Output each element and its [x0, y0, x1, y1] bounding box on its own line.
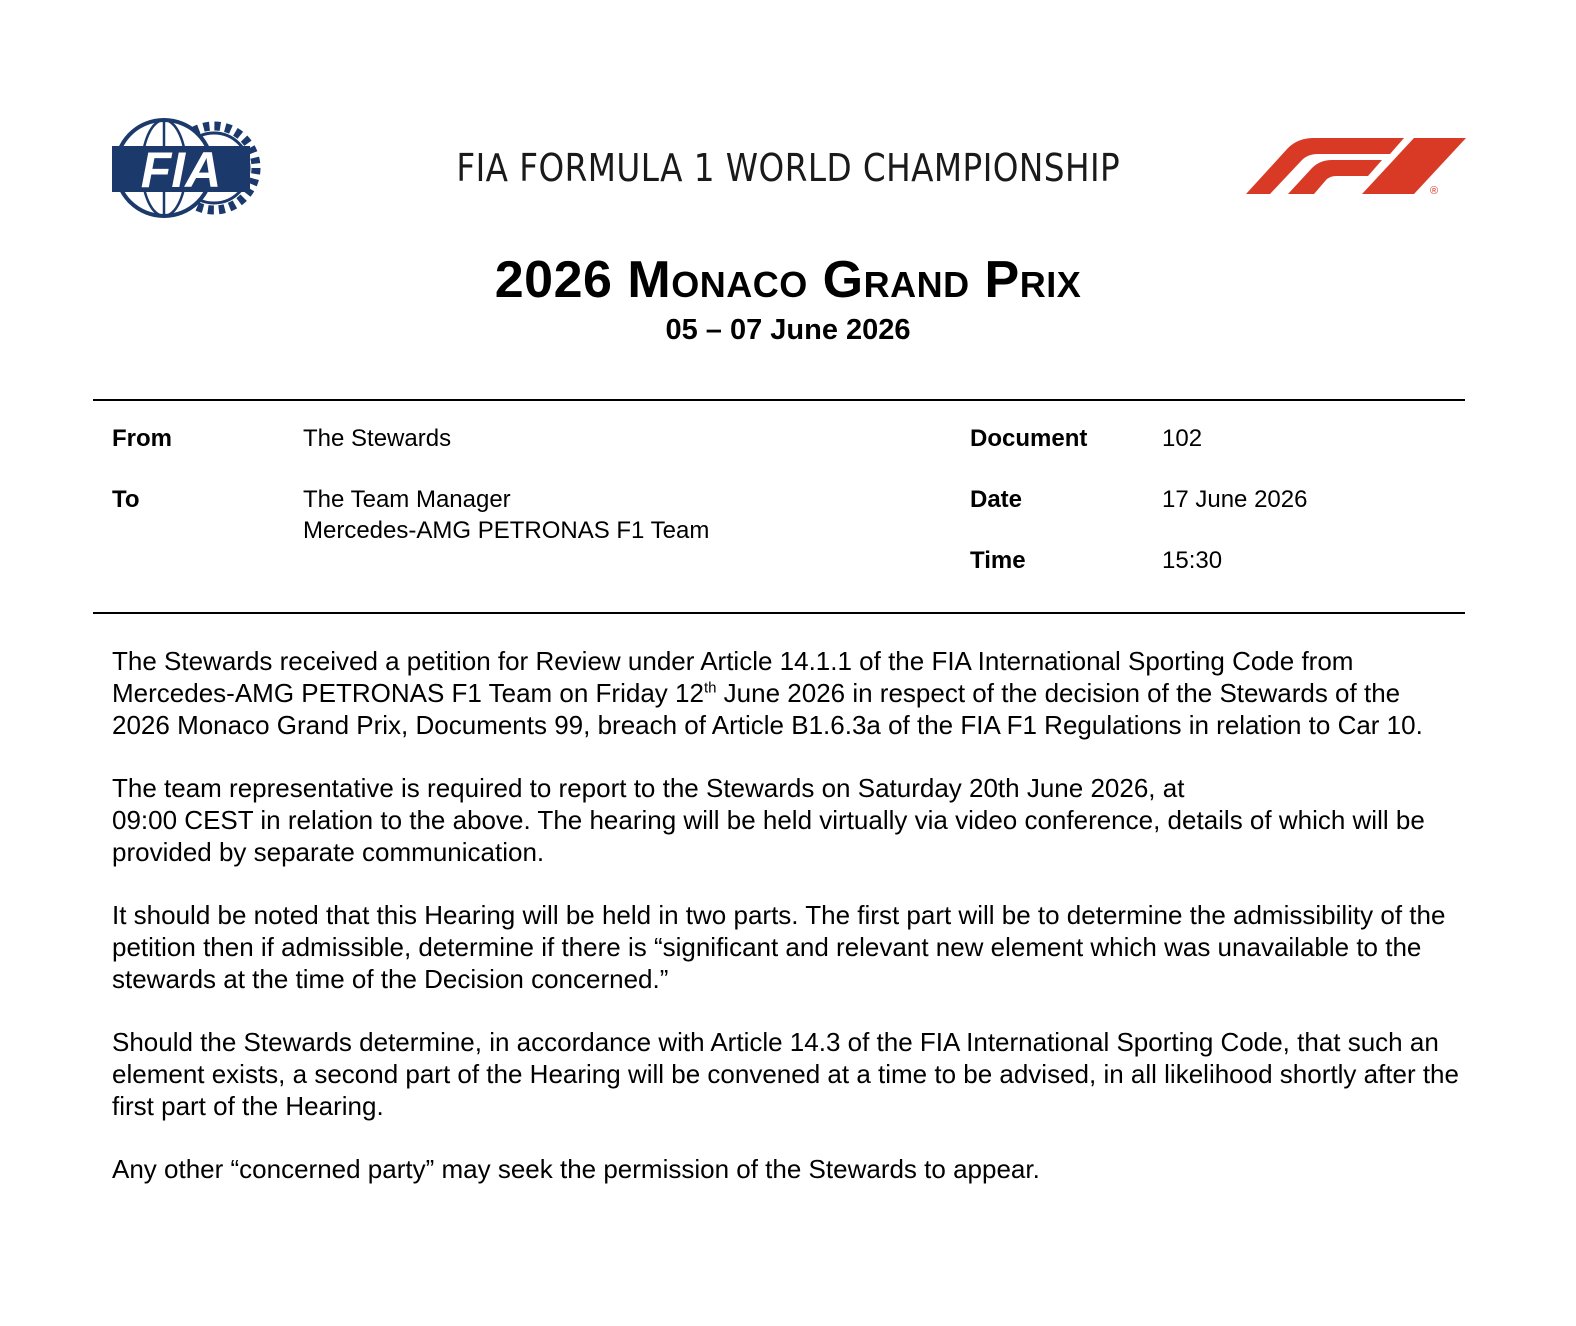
fia-logo-text: FIA	[140, 142, 222, 198]
event-title: 2026 Monaco Grand Prix	[494, 251, 1082, 309]
to-line-2: Mercedes-AMG PETRONAS F1 Team	[303, 517, 710, 544]
document-body	[112, 645, 1464, 1216]
body-paragraph-4: Should the Stewards determine, in accordance with Article 14.3 of the FIA International Sporting Code, that such an element exists, a second part of the Hearing will be convened at a time to be advised, in all likelihood shortly after the first part of the Hearing.	[112, 1027, 1459, 1121]
header-divider-top	[93, 399, 1465, 401]
from-value: The Stewards	[303, 425, 452, 452]
body-paragraph-5: Any other “concerned party” may seek the permission of the Stewards to appear.	[112, 1154, 1040, 1184]
from-label: From	[112, 425, 172, 452]
body-paragraph-2: The team representative is required to report to the Stewards on Saturday 20th June 2026, at 09:00 CEST in relation to the above. The hearing will be held virtually via video conference, details of which will be provided by separate communication.	[112, 773, 1425, 867]
header-divider-bottom	[93, 612, 1465, 614]
time-label: Time	[970, 547, 1026, 574]
date-value: 17 June 2026	[1162, 486, 1308, 513]
ordinal-suffix: th	[703, 679, 717, 697]
championship-title: FIA FORMULA 1 WORLD CHAMPIONSHIP	[456, 146, 1121, 190]
body-paragraph-3: It should be noted that this Hearing will be held in two parts. The first part will be to determine the admissibility of the petition then if admissible, determine if there is “significant and relevant new element which was unavailable to the stewards at the time of the Decision concerned.”	[112, 900, 1446, 994]
date-label: Date	[970, 486, 1023, 513]
event-dates: 05 – 07 June 2026	[665, 314, 911, 346]
document-number: 102	[1162, 425, 1203, 452]
time-value: 15:30	[1162, 547, 1223, 574]
to-line-1: The Team Manager	[303, 486, 511, 513]
document-label: Document	[970, 425, 1088, 452]
body-paragraph-1: The Stewards received a petition for Review under Article 14.1.1 of the FIA International Sporting Code from Mercedes-AMG PETRONAS F1 Team on Friday 12th June 2026 in respect of the decision of the Stewards of the 2026 Monaco Grand Prix, Documents 99, breach of Article B1.6.3a of the FIA F1 Regulations in relation to Car 10.	[112, 646, 1423, 740]
to-label: To	[112, 486, 140, 513]
f1-registered-mark: ®	[1430, 185, 1439, 197]
f1-logo	[1244, 136, 1468, 198]
